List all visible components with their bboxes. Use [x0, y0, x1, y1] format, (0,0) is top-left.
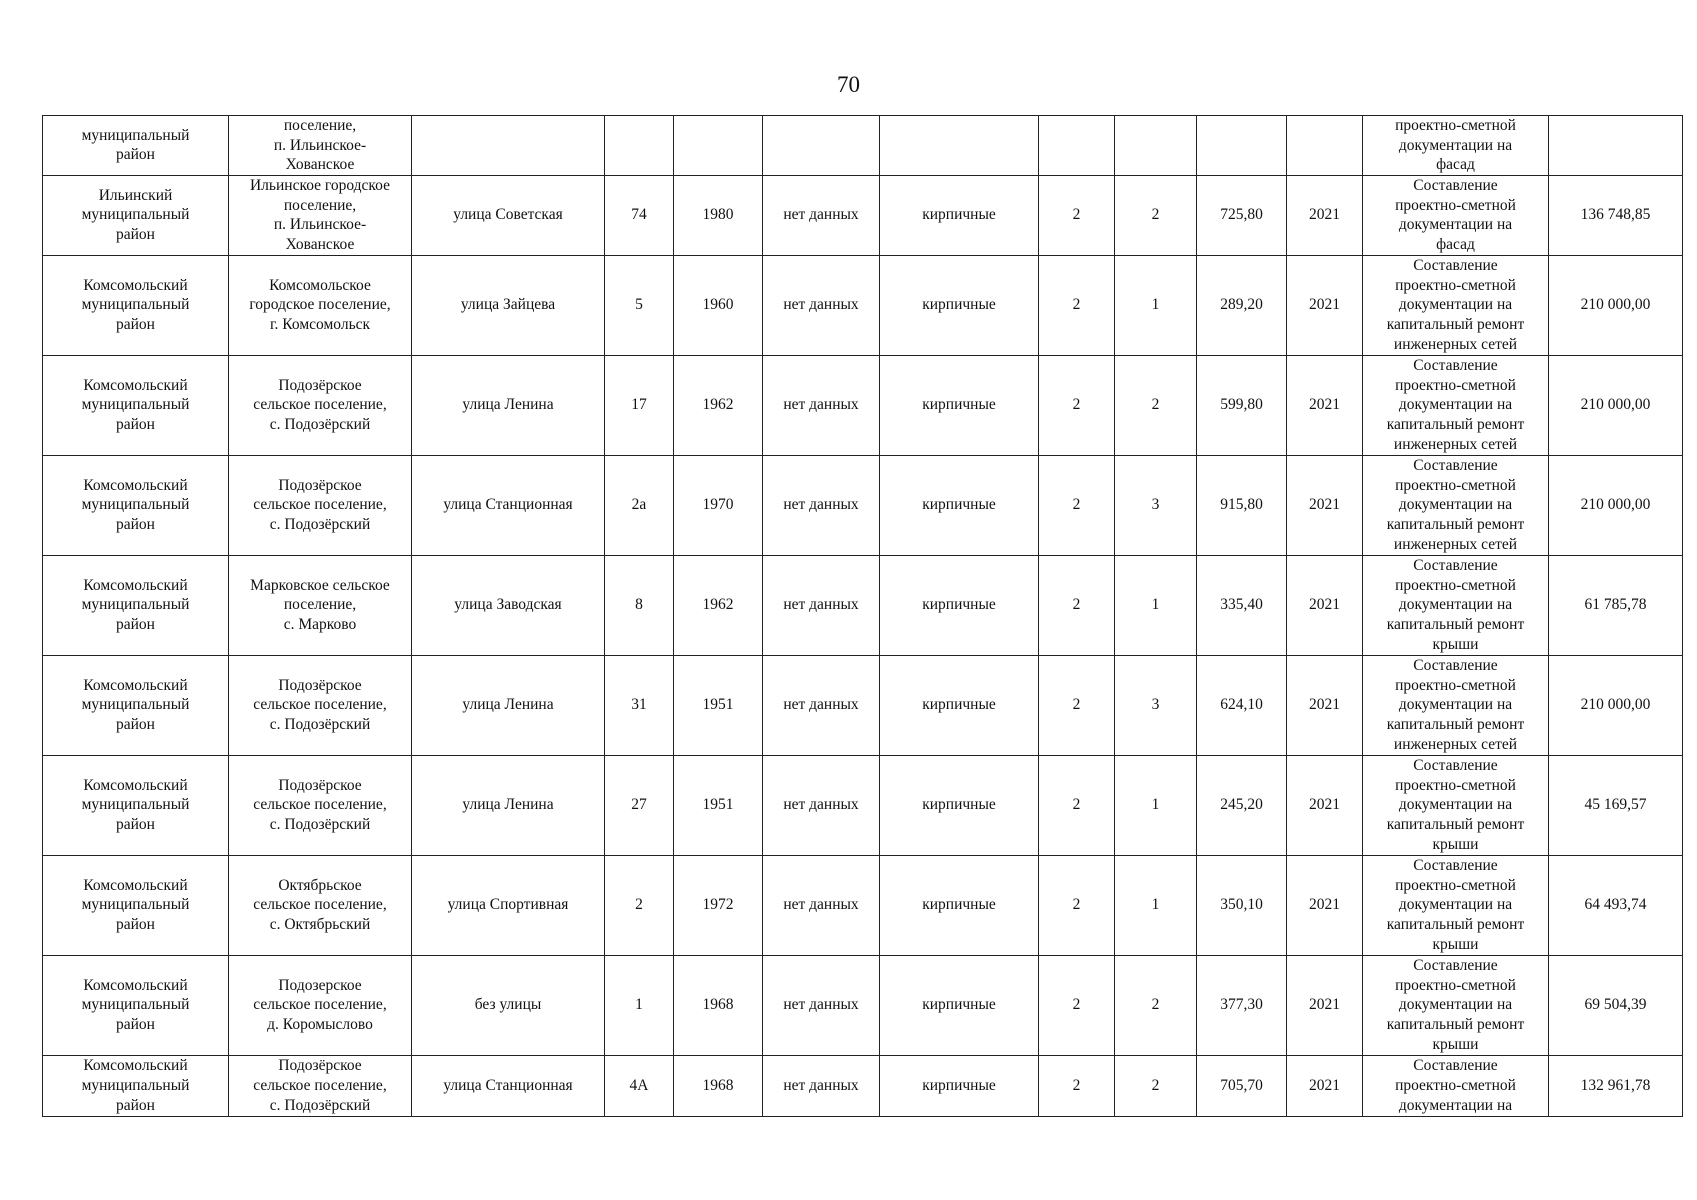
wear-cell: нет данных [763, 175, 880, 255]
street-cell: улица Заводская [412, 555, 605, 655]
table-row [43, 855, 1683, 955]
floors-cell: 2 [1039, 855, 1115, 955]
entrances-cell: 3 [1115, 455, 1197, 555]
house-number-cell: 8 [605, 555, 674, 655]
housing-repair-table [42, 115, 1683, 1117]
build-year-cell: 1970 [674, 455, 763, 555]
wear-cell: нет данных [763, 655, 880, 755]
wear-cell: нет данных [763, 855, 880, 955]
area-cell: 725,80 [1197, 175, 1287, 255]
floors-cell: 2 [1039, 555, 1115, 655]
plan-year-cell [1287, 116, 1363, 176]
street-cell: улица Зайцева [412, 255, 605, 355]
house-number-cell [605, 116, 674, 176]
cost-cell: 69 504,39 [1549, 955, 1683, 1055]
work-type-cell: Составление проектно-сметной документации на капитальный ремонт инженерных сетей [1363, 255, 1549, 355]
table-row [43, 175, 1683, 255]
work-type-cell: Составление проектно-сметной документации на фасад [1363, 175, 1549, 255]
street-cell [412, 116, 605, 176]
area-cell [1197, 116, 1287, 176]
settlement-cell: Марковское сельское поселение, с. Марково [229, 555, 412, 655]
work-type-cell: Составление проектно-сметной документации на [1363, 1055, 1549, 1116]
entrances-cell: 1 [1115, 755, 1197, 855]
settlement-cell: Октябрьское сельское поселение, с. Октябрьский [229, 855, 412, 955]
settlement-cell: Подозерское сельское поселение, д. Коромыслово [229, 955, 412, 1055]
cost-cell: 210 000,00 [1549, 655, 1683, 755]
area-cell: 915,80 [1197, 455, 1287, 555]
wall-material-cell [880, 116, 1039, 176]
wear-cell: нет данных [763, 455, 880, 555]
wall-material-cell: кирпичные [880, 255, 1039, 355]
entrances-cell: 1 [1115, 855, 1197, 955]
district-cell: Ильинский муниципальный район [43, 175, 229, 255]
plan-year-cell: 2021 [1287, 255, 1363, 355]
wall-material-cell: кирпичные [880, 955, 1039, 1055]
table-row [43, 755, 1683, 855]
entrances-cell: 3 [1115, 655, 1197, 755]
district-cell: Комсомольский муниципальный район [43, 755, 229, 855]
table-row [43, 655, 1683, 755]
work-type-cell: Составление проектно-сметной документации на капитальный ремонт крыши [1363, 555, 1549, 655]
build-year-cell: 1951 [674, 755, 763, 855]
house-number-cell: 1 [605, 955, 674, 1055]
house-number-cell: 2 [605, 855, 674, 955]
table-row [43, 116, 1683, 176]
street-cell: без улицы [412, 955, 605, 1055]
house-number-cell: 17 [605, 355, 674, 455]
build-year-cell: 1968 [674, 955, 763, 1055]
entrances-cell: 2 [1115, 355, 1197, 455]
wall-material-cell: кирпичные [880, 175, 1039, 255]
plan-year-cell: 2021 [1287, 755, 1363, 855]
build-year-cell [674, 116, 763, 176]
wear-cell: нет данных [763, 1055, 880, 1116]
entrances-cell: 2 [1115, 955, 1197, 1055]
table-row [43, 455, 1683, 555]
wall-material-cell: кирпичные [880, 355, 1039, 455]
work-type-cell: Составление проектно-сметной документации на капитальный ремонт инженерных сетей [1363, 455, 1549, 555]
settlement-cell: Подозёрское сельское поселение, с. Подозёрский [229, 355, 412, 455]
area-cell: 289,20 [1197, 255, 1287, 355]
cost-cell: 64 493,74 [1549, 855, 1683, 955]
wall-material-cell: кирпичные [880, 455, 1039, 555]
wall-material-cell: кирпичные [880, 655, 1039, 755]
entrances-cell: 2 [1115, 1055, 1197, 1116]
floors-cell: 2 [1039, 175, 1115, 255]
floors-cell: 2 [1039, 755, 1115, 855]
house-number-cell: 31 [605, 655, 674, 755]
cost-cell: 136 748,85 [1549, 175, 1683, 255]
work-type-cell: Составление проектно-сметной документации на капитальный ремонт крыши [1363, 855, 1549, 955]
house-number-cell: 27 [605, 755, 674, 855]
table-row [43, 1055, 1683, 1116]
cost-cell: 210 000,00 [1549, 355, 1683, 455]
work-type-cell: Составление проектно-сметной документации на капитальный ремонт крыши [1363, 755, 1549, 855]
work-type-cell: проектно-сметной документации на фасад [1363, 116, 1549, 176]
settlement-cell: поселение, п. Ильинское- Хованское [229, 116, 412, 176]
cost-cell: 210 000,00 [1549, 455, 1683, 555]
wall-material-cell: кирпичные [880, 555, 1039, 655]
wall-material-cell: кирпичные [880, 855, 1039, 955]
district-cell: Комсомольский муниципальный район [43, 355, 229, 455]
floors-cell: 2 [1039, 355, 1115, 455]
street-cell: улица Ленина [412, 355, 605, 455]
wear-cell: нет данных [763, 555, 880, 655]
district-cell: Комсомольский муниципальный район [43, 455, 229, 555]
cost-cell: 210 000,00 [1549, 255, 1683, 355]
street-cell: улица Ленина [412, 755, 605, 855]
wall-material-cell: кирпичные [880, 1055, 1039, 1116]
settlement-cell: Комсомольское городское поселение, г. Комсомольск [229, 255, 412, 355]
build-year-cell: 1972 [674, 855, 763, 955]
build-year-cell: 1980 [674, 175, 763, 255]
table-row [43, 955, 1683, 1055]
settlement-cell: Ильинское городское поселение, п. Ильинское- Хованское [229, 175, 412, 255]
house-number-cell: 5 [605, 255, 674, 355]
area-cell: 705,70 [1197, 1055, 1287, 1116]
district-cell: Комсомольский муниципальный район [43, 855, 229, 955]
floors-cell [1039, 116, 1115, 176]
work-type-cell: Составление проектно-сметной документации на капитальный ремонт инженерных сетей [1363, 655, 1549, 755]
wall-material-cell: кирпичные [880, 755, 1039, 855]
street-cell: улица Станционная [412, 455, 605, 555]
plan-year-cell: 2021 [1287, 455, 1363, 555]
street-cell: улица Станционная [412, 1055, 605, 1116]
area-cell: 599,80 [1197, 355, 1287, 455]
wear-cell [763, 116, 880, 176]
plan-year-cell: 2021 [1287, 1055, 1363, 1116]
entrances-cell: 1 [1115, 255, 1197, 355]
settlement-cell: Подозёрское сельское поселение, с. Подозёрский [229, 655, 412, 755]
build-year-cell: 1960 [674, 255, 763, 355]
district-cell: Комсомольский муниципальный район [43, 255, 229, 355]
entrances-cell [1115, 116, 1197, 176]
street-cell: улица Ленина [412, 655, 605, 755]
wear-cell: нет данных [763, 755, 880, 855]
wear-cell: нет данных [763, 255, 880, 355]
settlement-cell: Подозёрское сельское поселение, с. Подозёрский [229, 455, 412, 555]
plan-year-cell: 2021 [1287, 955, 1363, 1055]
floors-cell: 2 [1039, 655, 1115, 755]
area-cell: 350,10 [1197, 855, 1287, 955]
build-year-cell: 1968 [674, 1055, 763, 1116]
cost-cell [1549, 116, 1683, 176]
table-row [43, 355, 1683, 455]
work-type-cell: Составление проектно-сметной документации на капитальный ремонт инженерных сетей [1363, 355, 1549, 455]
district-cell: Комсомольский муниципальный район [43, 955, 229, 1055]
district-cell: Комсомольский муниципальный район [43, 1055, 229, 1116]
build-year-cell: 1962 [674, 555, 763, 655]
floors-cell: 2 [1039, 1055, 1115, 1116]
area-cell: 624,10 [1197, 655, 1287, 755]
table-row [43, 555, 1683, 655]
settlement-cell: Подозёрское сельское поселение, с. Подозёрский [229, 1055, 412, 1116]
plan-year-cell: 2021 [1287, 655, 1363, 755]
work-type-cell: Составление проектно-сметной документации на капитальный ремонт крыши [1363, 955, 1549, 1055]
floors-cell: 2 [1039, 455, 1115, 555]
house-number-cell: 4А [605, 1055, 674, 1116]
house-number-cell: 2а [605, 455, 674, 555]
area-cell: 245,20 [1197, 755, 1287, 855]
wear-cell: нет данных [763, 955, 880, 1055]
floors-cell: 2 [1039, 255, 1115, 355]
page-number: 70 [837, 72, 860, 97]
build-year-cell: 1962 [674, 355, 763, 455]
build-year-cell: 1951 [674, 655, 763, 755]
settlement-cell: Подозёрское сельское поселение, с. Подозёрский [229, 755, 412, 855]
wear-cell: нет данных [763, 355, 880, 455]
district-cell: муниципальный район [43, 116, 229, 176]
district-cell: Комсомольский муниципальный район [43, 555, 229, 655]
area-cell: 335,40 [1197, 555, 1287, 655]
floors-cell: 2 [1039, 955, 1115, 1055]
table-row [43, 255, 1683, 355]
plan-year-cell: 2021 [1287, 555, 1363, 655]
district-cell: Комсомольский муниципальный район [43, 655, 229, 755]
plan-year-cell: 2021 [1287, 355, 1363, 455]
cost-cell: 132 961,78 [1549, 1055, 1683, 1116]
house-number-cell: 74 [605, 175, 674, 255]
cost-cell: 45 169,57 [1549, 755, 1683, 855]
plan-year-cell: 2021 [1287, 855, 1363, 955]
street-cell: улица Спортивная [412, 855, 605, 955]
entrances-cell: 2 [1115, 175, 1197, 255]
cost-cell: 61 785,78 [1549, 555, 1683, 655]
plan-year-cell: 2021 [1287, 175, 1363, 255]
area-cell: 377,30 [1197, 955, 1287, 1055]
street-cell: улица Советская [412, 175, 605, 255]
entrances-cell: 1 [1115, 555, 1197, 655]
